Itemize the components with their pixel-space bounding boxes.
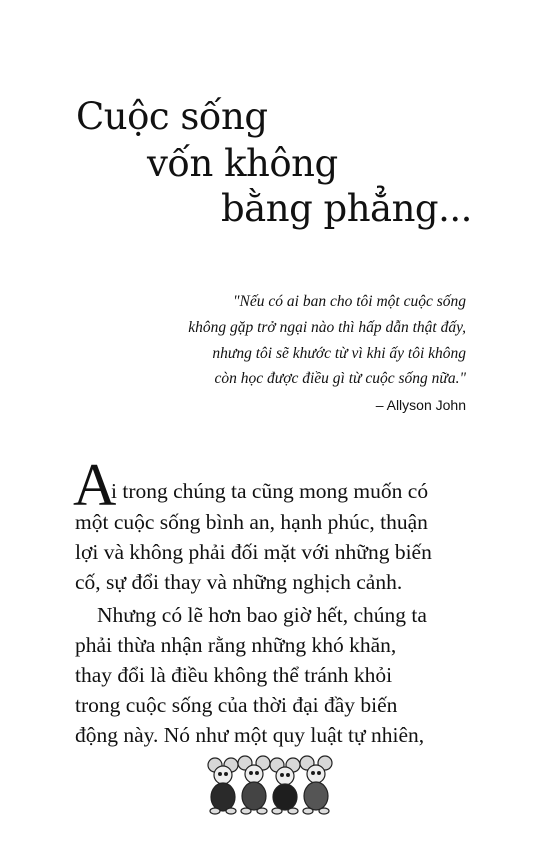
- mouse-figure: [238, 756, 270, 814]
- mouse-figure: [270, 758, 300, 814]
- mice-illustration-icon: [205, 755, 335, 815]
- body-line: cố, sự đổi thay và những nghịch cảnh.: [75, 570, 403, 594]
- body-line: lợi và không phải đối mặt với những biến: [75, 540, 432, 564]
- body-line: động này. Nó như một quy luật tự nhiên,: [75, 723, 425, 747]
- mouse-figure: [208, 758, 238, 814]
- chapter-title-line-3: bằng phẳng...: [221, 187, 472, 230]
- body-line: trong cuộc sống của thời đại đầy biến: [75, 693, 398, 717]
- quote-line: nhưng tôi sẽ khước từ vì khi ấy tôi không: [212, 345, 466, 362]
- drop-cap: A: [73, 452, 117, 518]
- body-line: một cuộc sống bình an, hạnh phúc, thuận: [75, 510, 428, 534]
- body-line: Nhưng có lẽ hơn bao giờ hết, chúng ta: [97, 603, 427, 627]
- quote-line: "Nếu có ai ban cho tôi một cuộc sống: [233, 293, 466, 310]
- quote-line: không gặp trở ngại nào thì hấp dẫn thật đấy,: [188, 319, 466, 336]
- body-line: phải thừa nhận rằng những khó khăn,: [75, 633, 397, 657]
- mouse-figure: [300, 756, 332, 814]
- chapter-title-line-1: Cuộc sống: [76, 95, 268, 138]
- chapter-title-line-2: vốn không: [147, 142, 338, 185]
- body-line: i trong chúng ta cũng mong muốn có: [111, 479, 429, 503]
- quote-author: – Allyson John: [375, 397, 466, 413]
- body-line: thay đổi là điều không thể tránh khỏi: [75, 663, 393, 687]
- quote-line: còn học được điều gì từ cuộc sống nữa.": [214, 370, 466, 387]
